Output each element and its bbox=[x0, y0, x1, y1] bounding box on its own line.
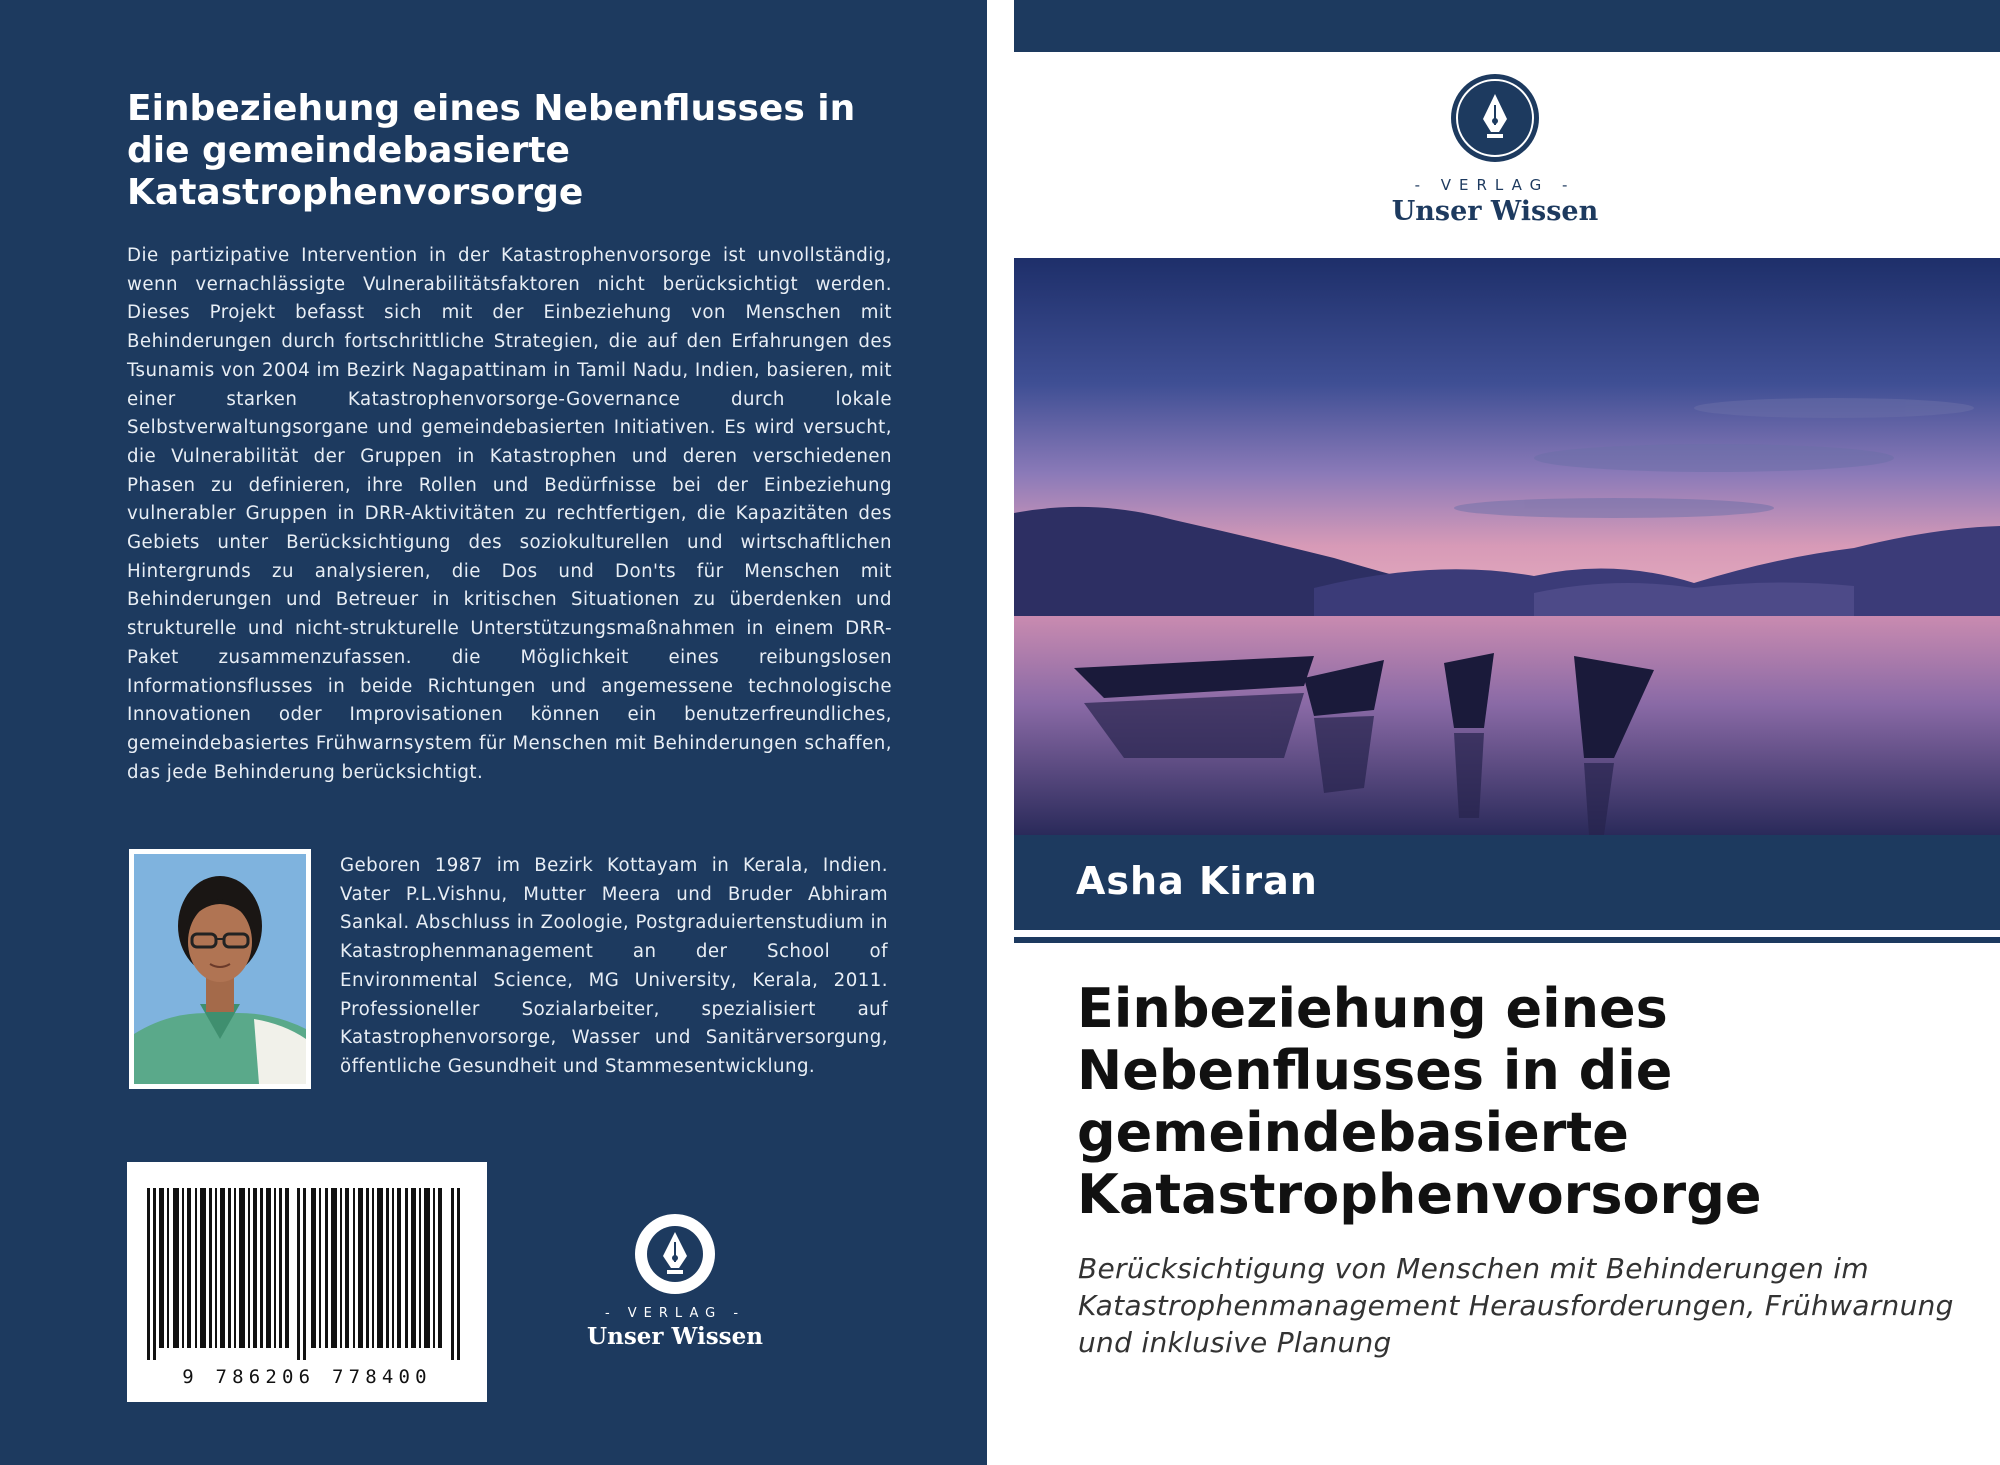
lake-boats-sunset-image bbox=[1014, 258, 2000, 835]
front-publisher-name: Unser Wissen bbox=[1391, 196, 1599, 227]
pen-nib-icon bbox=[633, 1212, 717, 1296]
barcode-icon bbox=[147, 1188, 467, 1360]
front-publisher-verlag: - VERLAG - bbox=[1414, 176, 1576, 194]
back-cover-blurb: Die partizipative Intervention in der Katastrophenvorsorge ist unvollständig, wenn vernachlässigte Vulnerabilitätsfaktoren nicht berücksichtigt werden. Dieses Projekt befasst sich mit der Einbeziehung von Menschen mit Behinderungen durch fortschrittliche Strategien, die auf den Erfahrungen des Tsunamis von 2004 im Bezirk Nagapattinam in Tamil Nadu, Indien, basieren, mit einer starken Katastrophenvorsorge-Governance durch lokale Selbstverwaltungsorgane und gemeindebasierten Initiativen. Es wird versucht, die Vulnerabilität der Gruppen in Katastrophen und deren verschiedenen Phasen zu definieren, ihre Rollen und Bedürfnisse bei der Einbeziehung vulnerabler Gruppen in DRR-Aktivitäten zu rechtfertigen, die Kapazitäten des Gebiets unter Berücksichtigung des soziokulturellen und wirtschaftlichen Hintergrunds zu analysieren, die Dos und Don'ts für Menschen mit Behinderungen und Betreuer in kritischen Situationen zu überdenken und strukturelle und nicht-strukturelle Unterstützungsmaßnahmen in einem DRR-Paket zusammenzufassen. die Möglichkeit eines reibungslosen Informationsflusses in beide Richtungen und angemessene technologische Innovationen oder Improvisationen können ein benutzerfreundliches, gemeindebasiertes Frühwarnsystem für Menschen mit Behinderungen schaffen, das jede Behinderung berücksichtigt. bbox=[127, 245, 892, 783]
front-top-band bbox=[1014, 0, 2000, 52]
author-portrait-icon bbox=[134, 854, 306, 1084]
pen-nib-icon bbox=[1449, 72, 1541, 164]
author-bio: Geboren 1987 im Bezirk Kottayam in Kerala, Indien. Vater P.L.Vishnu, Mutter Meera und Bruder Abhiram Sankal. Abschluss in Zoologie, Postgraduiertenstudium in Katastrophenmanagement an der School of Environmental Science, MG University, Kerala, 2011. Professioneller Sozialarbeiter, spezialisiert auf Katastrophenvorsorge, Wasser und Sanitärversorgung, öffentliche Gesundheit und Stammesentwicklung. bbox=[340, 855, 888, 1077]
back-cover-title: Einbeziehung eines Nebenflusses in die gemeindebasierte Katastrophenvorsorge bbox=[127, 88, 856, 213]
author-photo bbox=[129, 849, 311, 1089]
isbn-number: 9 786206 778400 bbox=[182, 1366, 432, 1388]
front-cover-title: Einbeziehung eines Nebenflusses in die gemeindebasierte Katastrophenvorsorge bbox=[1077, 977, 1762, 1226]
back-cover bbox=[0, 0, 987, 1465]
author-name: Asha Kiran bbox=[1076, 859, 1318, 903]
back-publisher-name: Unser Wissen bbox=[587, 1323, 763, 1350]
cover-photo bbox=[1014, 258, 2000, 835]
author-band bbox=[1014, 835, 2000, 930]
front-publisher-logo bbox=[1370, 72, 1620, 227]
front-cover-subtitle: Berücksichtigung von Menschen mit Behinderungen im Katastrophenmanagement Herausforderungen, Frühwarnung und inklusive Planung bbox=[1078, 1252, 1954, 1359]
back-publisher-verlag: - VERLAG - bbox=[604, 1306, 746, 1321]
title-separator bbox=[1014, 937, 2000, 943]
barcode bbox=[127, 1162, 487, 1402]
back-publisher-logo bbox=[570, 1212, 780, 1350]
